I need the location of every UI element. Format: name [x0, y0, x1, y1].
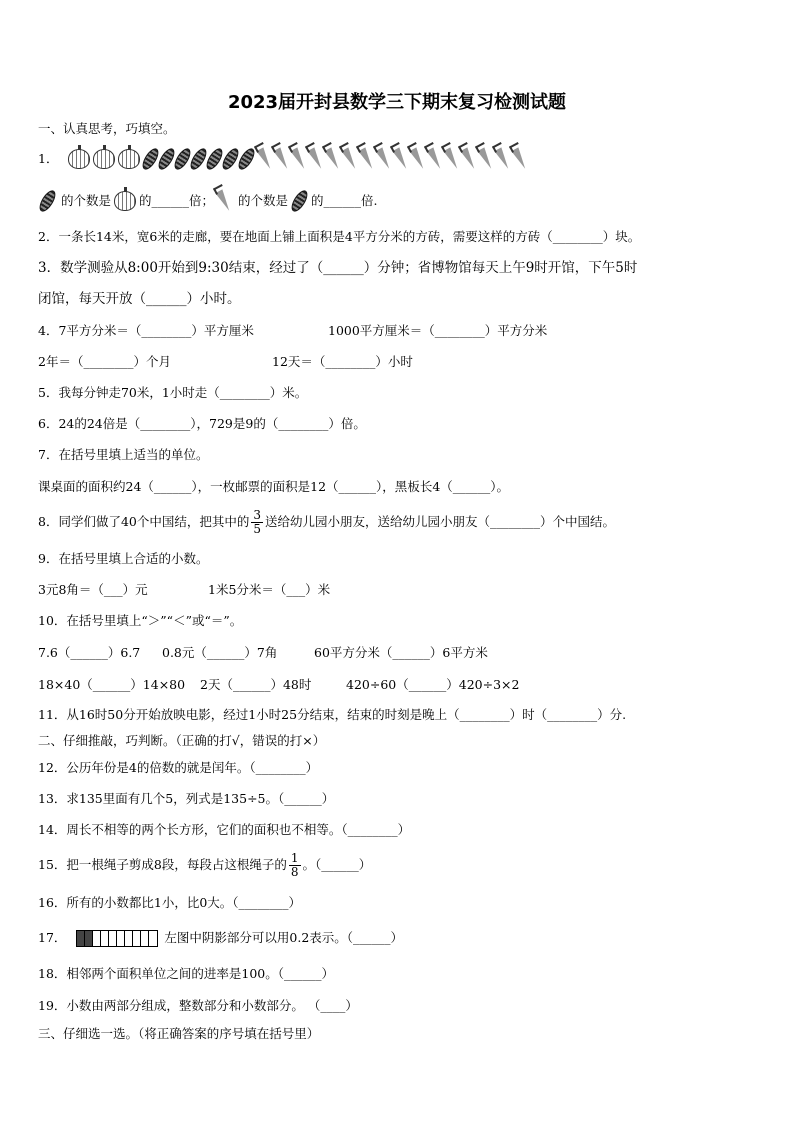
- corn-icon: [289, 188, 311, 214]
- fraction-denominator: 8: [290, 864, 299, 879]
- carrot-icon: [376, 147, 393, 170]
- strip-cell: [93, 931, 101, 946]
- question-1-blank-b[interactable]: 的______倍.: [311, 193, 378, 208]
- shaded-strip-diagram: [76, 930, 158, 947]
- corn-group: [145, 147, 257, 171]
- question-5: 5．我每分钟走70米，1小时走（________）米。: [38, 385, 308, 400]
- question-9: 9．在括号里填上合适的小数。: [38, 551, 209, 566]
- page-title: 2023届开封县数学三下期末复习检测试题: [227, 92, 567, 113]
- question-6: 6．24的24倍是（________），729是9的（________）倍。: [38, 416, 366, 431]
- question-15: [38, 849, 371, 881]
- carrot-icon: [410, 147, 427, 170]
- section-2-heading: 二、仔细推敲，巧判断。（正确的打√，错误的打×）: [38, 733, 326, 748]
- fraction-three-fifths: [251, 509, 263, 536]
- pumpkin-icon: [118, 149, 140, 169]
- question-15-text-a: 15．把一根绳子剪成8段，每段占这根绳子的: [38, 857, 287, 872]
- question-10: 10．在括号里填上“＞”“＜”或“＝”。: [38, 613, 243, 628]
- question-4-part-a: 4．7平方分米＝（________）平方厘米: [38, 323, 254, 338]
- question-8-text-b: 送给幼儿园小朋友，送给幼儿园小朋友（________）个中国结。: [265, 514, 616, 529]
- pumpkin-icon: [93, 149, 115, 169]
- fraction-numerator: 3: [253, 507, 261, 522]
- strip-cell: [101, 931, 109, 946]
- question-11: 11．从16时50分开始放映电影，经过1小时25分结束，结束的时刻是晚上（________）时（________）分.: [38, 707, 627, 722]
- question-2: 2．一条长14米，宽6米的走廊，要在地面上铺上面积是4平方分米的方砖，需要这样的方砖（________）块。: [38, 229, 641, 244]
- strip-cell: [133, 931, 141, 946]
- carrot-icon: [393, 147, 410, 170]
- pumpkin-group: [68, 149, 143, 169]
- carrot-icon: [478, 147, 495, 170]
- strip-cell: [149, 931, 157, 946]
- strip-cell: [85, 931, 93, 946]
- question-10-row-2-a: 18×40（______）14×80: [38, 677, 186, 692]
- carrot-icon: [359, 147, 376, 170]
- question-1-blank-a[interactable]: 的______倍；: [139, 193, 215, 208]
- carrot-icon: [257, 147, 274, 170]
- question-10-row-2-c: 420÷60（______）420÷3×2: [346, 677, 520, 692]
- section-3-heading: 三、仔细选一选。（将正确答案的序号填在括号里）: [38, 1026, 320, 1041]
- carrot-icon: [215, 189, 232, 212]
- question-15-text-b: 。（______）: [302, 857, 372, 872]
- question-9-part-a: 3元8角＝（___）元: [38, 582, 148, 597]
- carrot-icon: [308, 147, 325, 170]
- question-12: 12．公历年份是4的倍数的就是闰年。（________）: [38, 760, 319, 775]
- question-18: 18．相邻两个面积单位之间的进率是100。（______）: [38, 966, 335, 981]
- strip-cell: [125, 931, 133, 946]
- fraction-one-eighth: [289, 852, 301, 879]
- question-10-row-1-a: 7.6（______）6.7: [38, 645, 141, 660]
- fraction-numerator: 1: [290, 850, 299, 865]
- question-4-part-c: 2年＝（________）个月: [38, 354, 171, 369]
- pumpkin-icon: [114, 191, 136, 211]
- question-10-row-1-c: 60平方分米（______）6平方米: [314, 645, 488, 660]
- carrot-icon: [325, 147, 342, 170]
- fraction-denominator: 5: [253, 521, 261, 536]
- question-4-part-d: 12天＝（________）小时: [272, 354, 413, 369]
- question-8: [38, 507, 615, 537]
- carrot-icon: [291, 147, 308, 170]
- carrot-icon: [342, 147, 359, 170]
- question-14: 14．周长不相等的两个长方形，它们的面积也不相等。（________）: [38, 822, 411, 837]
- carrot-icon: [274, 147, 291, 170]
- question-7-blanks: 课桌面的面积约24（______），一枚邮票的面积是12（______），黑板长4（______）。: [38, 479, 510, 494]
- carrot-icon: [461, 147, 478, 170]
- question-1-number: 1．: [38, 151, 59, 166]
- question-10-row-1-b: 0.8元（______）7角: [162, 645, 278, 660]
- section-1-heading: 一、认真思考，巧填空。: [38, 121, 176, 136]
- carrot-icon: [427, 147, 444, 170]
- question-1-pictures: [38, 146, 533, 172]
- corn-icon: [36, 188, 58, 214]
- question-3-line-2: 闭馆，每天开放（______）小时。: [38, 291, 241, 307]
- question-17-text: 左图中阴影部分可以用0.2表示。（______）: [164, 930, 404, 945]
- question-16: 16．所有的小数都比1小，比0大。（________）: [38, 895, 302, 910]
- question-3-line-1: 3．数学测验从8:00开始到9:30结束，经过了（______）分钟；省博物馆每天上午9时开馆，下午5时: [38, 260, 638, 276]
- question-4-part-b: 1000平方厘米＝（________）平方分米: [328, 323, 548, 338]
- strip-cell: [141, 931, 149, 946]
- question-1-part-a: 的个数是: [61, 193, 112, 208]
- carrot-icon: [444, 147, 461, 170]
- question-7: 7．在括号里填上适当的单位。: [38, 447, 209, 462]
- strip-cell: [109, 931, 117, 946]
- question-17-number: 17．: [38, 930, 67, 945]
- question-19: 19．小数由两部分组成，整数部分和小数部分。 （____）: [38, 998, 358, 1013]
- pumpkin-icon: [68, 149, 90, 169]
- carrot-group: [261, 148, 533, 170]
- question-1-part-b: 的个数是: [238, 193, 289, 208]
- carrot-icon: [495, 147, 512, 170]
- question-17: [38, 929, 403, 947]
- strip-cell: [117, 931, 125, 946]
- question-9-part-b: 1米5分米＝（___）米: [208, 582, 331, 597]
- strip-cell: [77, 931, 85, 946]
- question-1-text: [38, 189, 378, 213]
- carrot-icon: [512, 147, 529, 170]
- question-8-text-a: 8．同学们做了40个中国结，把其中的: [38, 514, 250, 529]
- question-13: 13．求135里面有几个5，列式是135÷5。（______）: [38, 791, 335, 806]
- question-10-row-2-b: 2天（______）48时: [200, 677, 312, 692]
